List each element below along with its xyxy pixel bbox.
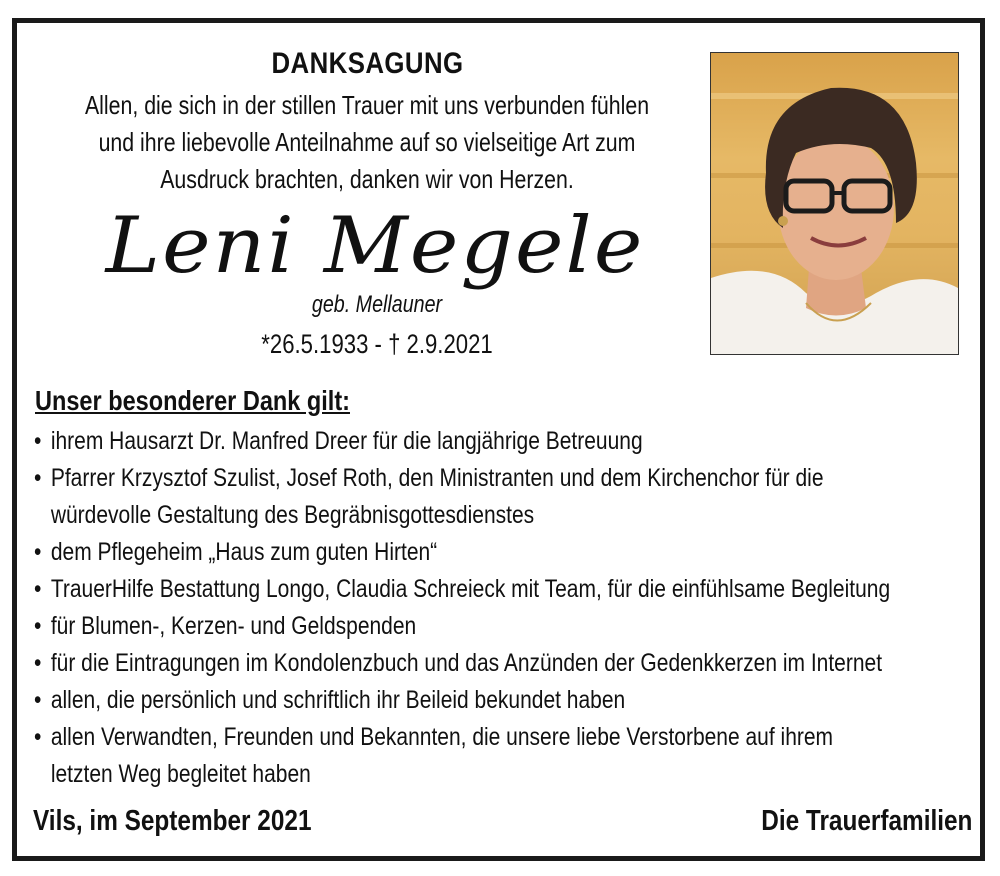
list-item-text: ihrem Hausarzt Dr. Manfred Dreer für die langjährige Betreuung <box>50 427 643 455</box>
bullet-icon: • <box>34 723 42 751</box>
intro-line: Allen, die sich in der stillen Trauer mit uns verbunden fühlen <box>84 90 650 120</box>
thanks-heading: Unser besonderer Dank gilt: <box>35 385 350 416</box>
list-item-text: dem Pflegeheim „Haus zum guten Hirten“ <box>50 538 438 566</box>
thanks-list <box>29 423 1000 793</box>
list-item-text: würdevolle Gestaltung des Begräbnisgottesdienstes <box>50 501 535 529</box>
bullet-icon: • <box>34 464 42 492</box>
list-item-text: TrauerHilfe Bestattung Longo, Claudia Schreieck mit Team, für die einfühlsame Begleitung <box>50 575 891 603</box>
bullet-icon: • <box>34 649 42 677</box>
list-item-text: allen, die persönlich und schriftlich ihr Beileid bekundet haben <box>50 686 626 714</box>
list-item <box>29 719 869 756</box>
maiden-name: geb. Mellauner <box>311 291 443 318</box>
intro-line: Ausdruck brachten, danken wir von Herzen. <box>160 164 574 194</box>
list-item-continuation <box>29 756 869 793</box>
list-item-text: für die Eintragungen im Kondolenzbuch und das Anzünden der Gedenkkerzen im Internet <box>50 649 883 677</box>
list-item <box>29 682 869 719</box>
list-item-continuation <box>29 497 869 534</box>
list-item <box>29 460 869 497</box>
bullet-icon: • <box>34 686 42 714</box>
page-title: DANKSAGUNG <box>271 47 464 80</box>
list-item <box>29 608 869 645</box>
bullet-icon: • <box>34 427 42 455</box>
list-item <box>29 571 891 608</box>
list-item-text: Pfarrer Krzysztof Szulist, Josef Roth, den Ministranten und dem Kirchenchor für die <box>50 464 824 492</box>
obituary-card <box>12 18 985 861</box>
bullet-icon: • <box>34 575 42 603</box>
list-item-text: letzten Weg begleitet haben <box>50 760 311 788</box>
list-item-text: für Blumen-, Kerzen- und Geldspenden <box>50 612 417 640</box>
intro-line: und ihre liebevolle Anteilnahme auf so vielseitige Art zum <box>98 127 636 157</box>
signature: Die Trauerfamilien <box>760 805 972 837</box>
life-dates: *26.5.1933 - † 2.9.2021 <box>261 329 493 359</box>
intro-text <box>72 87 662 198</box>
deceased-name: Leni Megele <box>105 201 645 291</box>
bullet-icon: • <box>34 538 42 566</box>
portrait-photo <box>710 52 959 355</box>
place-date: Vils, im September 2021 <box>33 805 312 837</box>
portrait-illustration <box>711 53 958 354</box>
list-item-text: allen Verwandten, Freunden und Bekannten, die unsere liebe Verstorbene auf ihrem <box>50 723 834 751</box>
bullet-icon: • <box>34 612 42 640</box>
list-item <box>29 534 869 571</box>
list-item <box>29 423 869 460</box>
list-item <box>29 645 883 682</box>
